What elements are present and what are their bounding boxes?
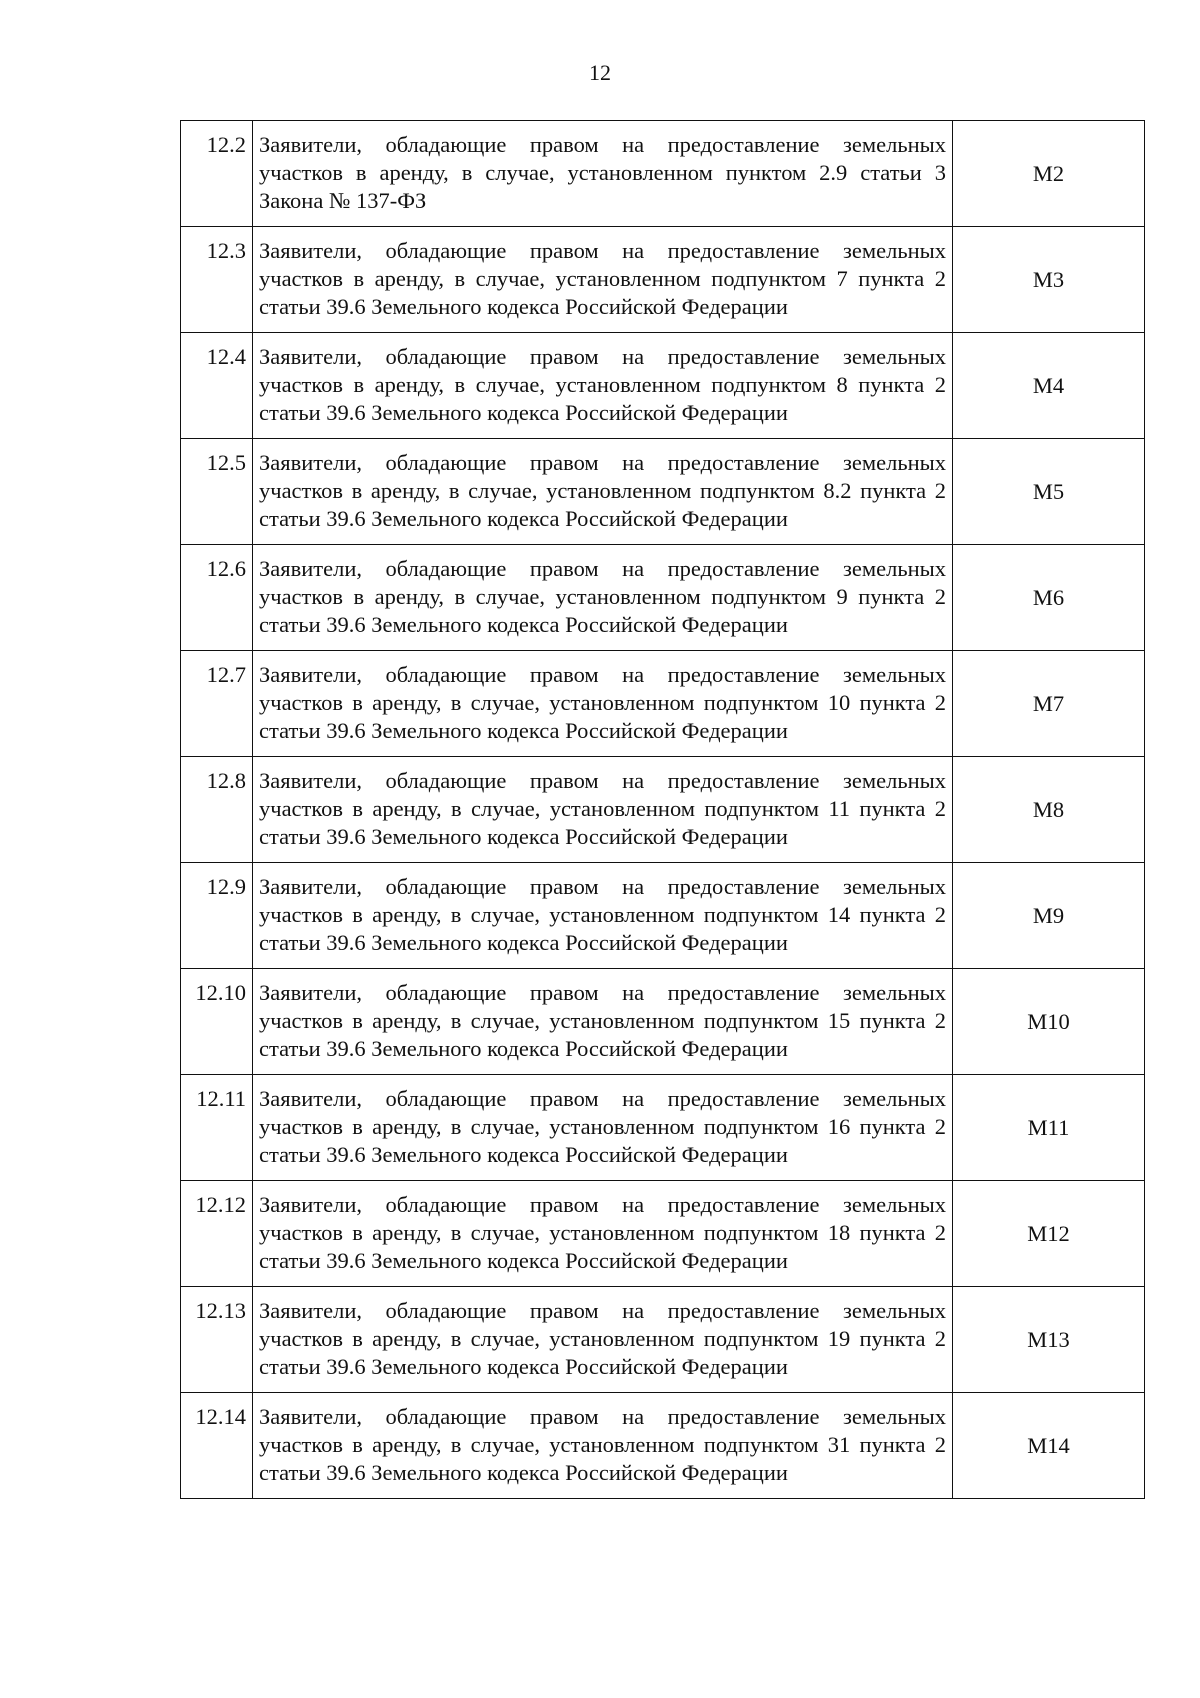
page-number: 12 [589, 60, 611, 85]
table-row [181, 227, 1145, 333]
row-description: Заявители, обладающие правом на предоставление земельных участков в аренду, в случае, установленном подпунктом 31 пункта 2 статьи 39.6 Земельного кодекса Российской Федерации [253, 1393, 953, 1499]
table-row [181, 1181, 1145, 1287]
row-description: Заявители, обладающие правом на предоставление земельных участков в аренду, в случае, установленном подпунктом 18 пункта 2 статьи 39.6 Земельного кодекса Российской Федерации [253, 1181, 953, 1287]
row-code: М9 [953, 863, 1145, 969]
row-description: Заявители, обладающие правом на предоставление земельных участков в аренду, в случае, установленном подпунктом 8 пункта 2 статьи 39.6 Земельного кодекса Российской Федерации [253, 333, 953, 439]
row-description: Заявители, обладающие правом на предоставление земельных участков в аренду, в случае, установленном подпунктом 10 пункта 2 статьи 39.6 Земельного кодекса Российской Федерации [253, 651, 953, 757]
table-row [181, 1287, 1145, 1393]
row-code: М7 [953, 651, 1145, 757]
row-code: М11 [953, 1075, 1145, 1181]
row-code: М6 [953, 545, 1145, 651]
row-code: М3 [953, 227, 1145, 333]
row-code: М13 [953, 1287, 1145, 1393]
row-description: Заявители, обладающие правом на предоставление земельных участков в аренду, в случае, установленном подпунктом 14 пункта 2 статьи 39.6 Земельного кодекса Российской Федерации [253, 863, 953, 969]
row-number: 12.14 [181, 1393, 253, 1499]
table-row [181, 121, 1145, 227]
table-row [181, 439, 1145, 545]
row-description: Заявители, обладающие правом на предоставление земельных участков в аренду, в случае, установленном подпунктом 7 пункта 2 статьи 39.6 Земельного кодекса Российской Федерации [253, 227, 953, 333]
table-row [181, 545, 1145, 651]
row-description: Заявители, обладающие правом на предоставление земельных участков в аренду, в случае, установленном подпунктом 19 пункта 2 статьи 39.6 Земельного кодекса Российской Федерации [253, 1287, 953, 1393]
row-description: Заявители, обладающие правом на предоставление земельных участков в аренду, в случае, установленном подпунктом 9 пункта 2 статьи 39.6 Земельного кодекса Российской Федерации [253, 545, 953, 651]
table-row [181, 969, 1145, 1075]
applicant-categories-table [180, 120, 1145, 1499]
row-code: М12 [953, 1181, 1145, 1287]
row-number: 12.7 [181, 651, 253, 757]
row-code: М5 [953, 439, 1145, 545]
row-number: 12.11 [181, 1075, 253, 1181]
table-body [181, 121, 1145, 1499]
row-number: 12.5 [181, 439, 253, 545]
table-row [181, 1393, 1145, 1499]
row-code: М8 [953, 757, 1145, 863]
row-number: 12.13 [181, 1287, 253, 1393]
table-row [181, 863, 1145, 969]
row-description: Заявители, обладающие правом на предоставление земельных участков в аренду, в случае, установленном подпунктом 11 пункта 2 статьи 39.6 Земельного кодекса Российской Федерации [253, 757, 953, 863]
row-description: Заявители, обладающие правом на предоставление земельных участков в аренду, в случае, установленном подпунктом 15 пункта 2 статьи 39.6 Земельного кодекса Российской Федерации [253, 969, 953, 1075]
row-description: Заявители, обладающие правом на предоставление земельных участков в аренду, в случае, установленном пунктом 2.9 статьи 3 Закона № 137-ФЗ [253, 121, 953, 227]
row-number: 12.10 [181, 969, 253, 1075]
row-number: 12.2 [181, 121, 253, 227]
table-row [181, 1075, 1145, 1181]
row-number: 12.8 [181, 757, 253, 863]
row-code: М10 [953, 969, 1145, 1075]
row-number: 12.3 [181, 227, 253, 333]
table-row [181, 651, 1145, 757]
table-row [181, 757, 1145, 863]
row-number: 12.4 [181, 333, 253, 439]
row-number: 12.6 [181, 545, 253, 651]
row-description: Заявители, обладающие правом на предоставление земельных участков в аренду, в случае, установленном подпунктом 8.2 пункта 2 статьи 39.6 Земельного кодекса Российской Федерации [253, 439, 953, 545]
row-number: 12.9 [181, 863, 253, 969]
row-code: М2 [953, 121, 1145, 227]
row-number: 12.12 [181, 1181, 253, 1287]
row-code: М4 [953, 333, 1145, 439]
row-code: М14 [953, 1393, 1145, 1499]
table-row [181, 333, 1145, 439]
row-description: Заявители, обладающие правом на предоставление земельных участков в аренду, в случае, установленном подпунктом 16 пункта 2 статьи 39.6 Земельного кодекса Российской Федерации [253, 1075, 953, 1181]
